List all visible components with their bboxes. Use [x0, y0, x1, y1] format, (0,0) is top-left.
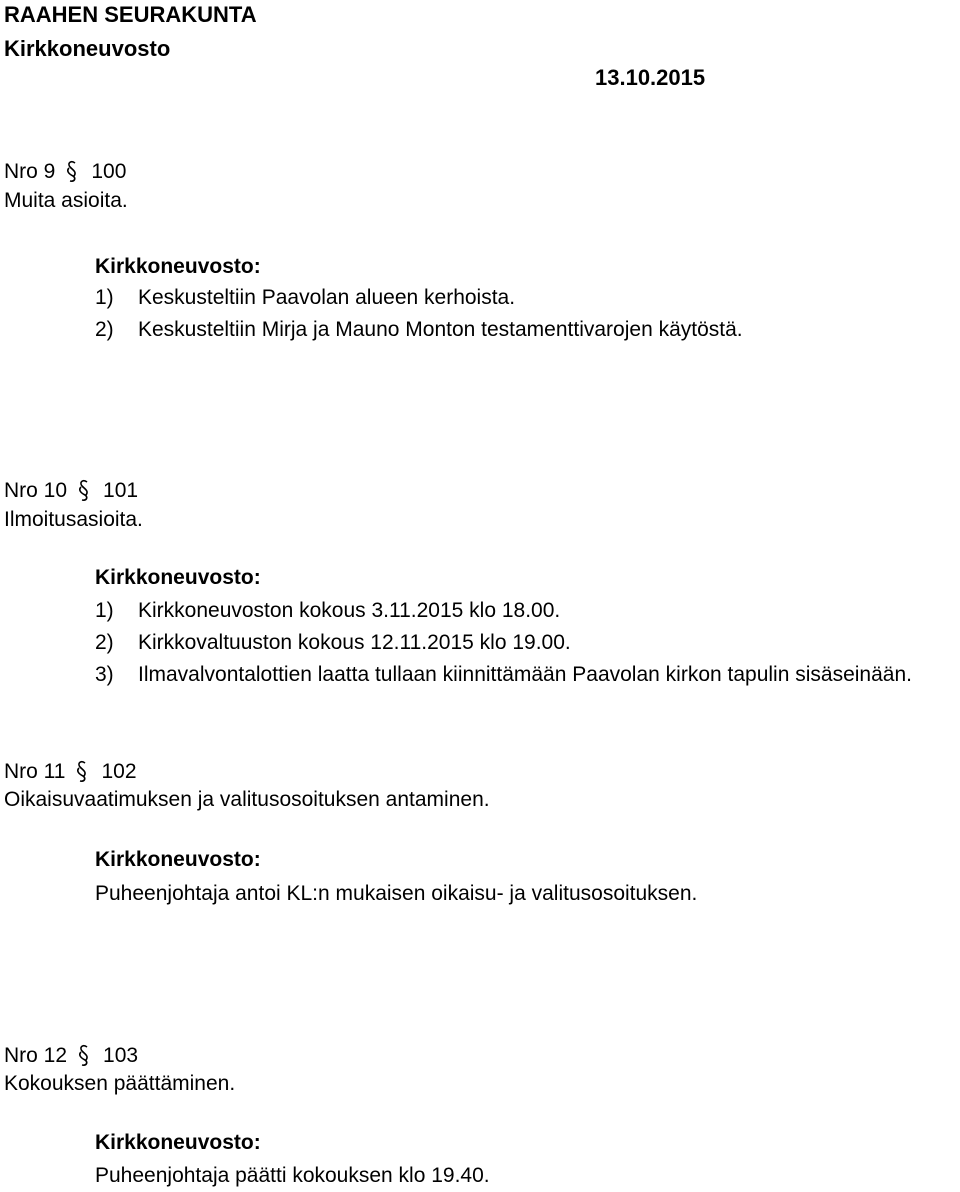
section-heading: [4, 756, 137, 782]
section-number: 103: [103, 1044, 139, 1067]
section-nro: Nro 12: [4, 1044, 68, 1067]
item-number: 1): [95, 286, 114, 309]
list-item: [95, 286, 516, 309]
section-number: 100: [91, 160, 127, 183]
list-item: [95, 318, 743, 341]
decision-label: Kirkkoneuvosto:: [95, 848, 261, 871]
decision-label: Kirkkoneuvosto:: [95, 566, 261, 589]
section-heading: [4, 1040, 138, 1066]
section-number: 101: [103, 479, 139, 502]
list-item: [95, 631, 571, 654]
section-nro: Nro 9: [4, 160, 56, 183]
section-title: Ilmoitusasioita.: [4, 508, 143, 531]
decision-text: Puheenjohtaja antoi KL:n mukaisen oikaisu- ja valitusosoituksen.: [95, 882, 698, 905]
decision-label: Kirkkoneuvosto:: [95, 255, 261, 278]
item-text: Ilmavalvontalottien laatta tullaan kiinnittämään Paavolan kirkon tapulin sisäseinään.: [138, 663, 912, 686]
section-title: Oikaisuvaatimuksen ja valitusosoituksen antaminen.: [4, 788, 490, 811]
section-title: Muita asioita.: [4, 189, 128, 212]
section-nro: Nro 10: [4, 479, 68, 502]
item-text: Kirkkoneuvoston kokous 3.11.2015 klo 18.00.: [138, 599, 561, 622]
organization-name: RAAHEN SEURAKUNTA: [4, 2, 257, 27]
item-number: 2): [95, 318, 114, 341]
item-text: Kirkkovaltuuston kokous 12.11.2015 klo 19.00.: [138, 631, 571, 654]
section-heading: [4, 475, 138, 501]
section-nro: Nro 11: [4, 760, 66, 783]
meeting-date: 13.10.2015: [595, 65, 706, 90]
section-heading: [4, 156, 126, 182]
section-number: 102: [101, 760, 137, 783]
item-number: 3): [95, 663, 114, 686]
paragraph-icon: [75, 760, 89, 782]
decision-label: Kirkkoneuvosto:: [95, 1131, 261, 1154]
item-number: 1): [95, 599, 114, 622]
list-item: [95, 599, 561, 622]
paragraph-icon: [77, 479, 91, 501]
document-body: Kirkkoneuvosto: [4, 36, 171, 61]
decision-text: Puheenjohtaja päätti kokouksen klo 19.40.: [95, 1164, 490, 1187]
section-title: Kokouksen päättäminen.: [4, 1072, 236, 1095]
paragraph-icon: [77, 1044, 91, 1066]
list-item: [95, 663, 912, 686]
item-text: Keskusteltiin Paavolan alueen kerhoista.: [138, 286, 516, 309]
paragraph-icon: [65, 160, 79, 182]
item-text: Keskusteltiin Mirja ja Mauno Monton testamenttivarojen käytöstä.: [138, 318, 743, 341]
item-number: 2): [95, 631, 114, 654]
